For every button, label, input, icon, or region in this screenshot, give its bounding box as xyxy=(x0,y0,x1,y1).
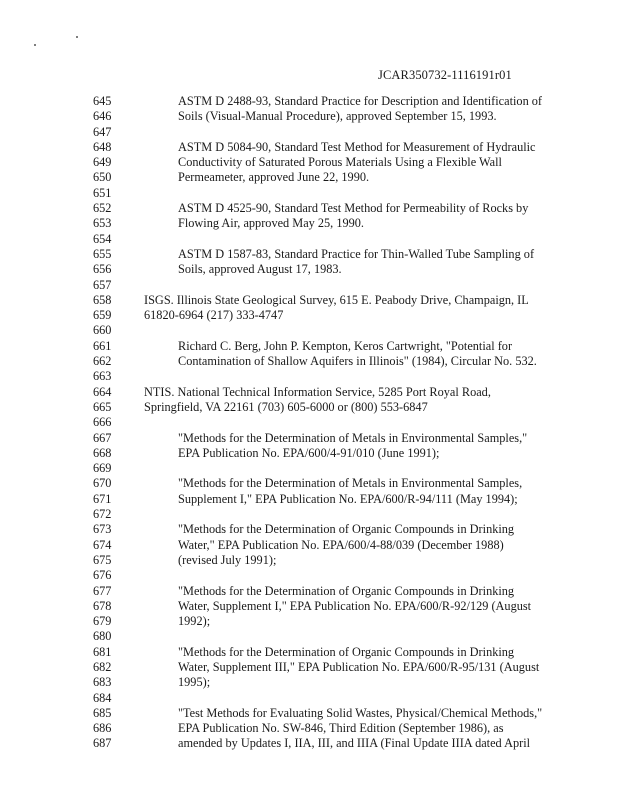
line-number: 674 xyxy=(93,537,112,552)
line-text: ASTM D 4525-90, Standard Test Method for Permeability of Rocks by xyxy=(178,201,529,216)
document-line xyxy=(0,706,618,721)
line-text: amended by Updates I, IIA, III, and IIIA (Final Update IIIA dated April xyxy=(178,736,531,751)
line-number: 652 xyxy=(93,201,112,216)
document-line xyxy=(0,645,618,660)
document-line xyxy=(0,278,618,293)
line-text: 1992); xyxy=(178,614,211,629)
document-line xyxy=(0,415,618,430)
numbered-lines xyxy=(0,94,618,752)
document-line xyxy=(0,507,618,522)
line-text: Permeameter, approved June 22, 1990. xyxy=(178,170,370,185)
line-number: 656 xyxy=(93,262,112,277)
line-text: ASTM D 2488-93, Standard Practice for Description and Identification of xyxy=(178,94,543,108)
document-line xyxy=(0,155,618,170)
line-text: Flowing Air, approved May 25, 1990. xyxy=(178,216,364,231)
document-line xyxy=(0,385,618,400)
document-line xyxy=(0,492,618,507)
document-line xyxy=(0,400,618,415)
line-text: Springfield, VA 22161 (703) 605-6000 or (800) 553-6847 xyxy=(144,399,428,414)
document-line xyxy=(0,232,618,247)
line-text: Conductivity of Saturated Porous Materials Using a Flexible Wall xyxy=(178,155,502,170)
line-number: 675 xyxy=(93,552,112,567)
document-line xyxy=(0,354,618,369)
line-text: "Methods for the Determination of Organic Compounds in Drinking xyxy=(178,583,515,598)
document-line xyxy=(0,553,618,568)
line-text: ASTM D 5084-90, Standard Test Method for Measurement of Hydraulic xyxy=(178,139,536,154)
document-line xyxy=(0,584,618,599)
document-line xyxy=(0,247,618,262)
line-text: "Methods for the Determination of Metals in Environmental Samples, xyxy=(178,476,523,491)
line-number: 679 xyxy=(93,614,112,629)
line-text: Contamination of Shallow Aquifers in Illinois" (1984), Circular No. 532. xyxy=(178,354,537,369)
line-number: 682 xyxy=(93,659,112,674)
line-number: 657 xyxy=(93,277,112,292)
document-line xyxy=(0,522,618,537)
document-line xyxy=(0,323,618,338)
line-number: 673 xyxy=(93,522,112,537)
document-line xyxy=(0,721,618,736)
document-line xyxy=(0,446,618,461)
line-number: 650 xyxy=(93,170,112,185)
document-line xyxy=(0,262,618,277)
line-number: 678 xyxy=(93,598,112,613)
line-text: Soils (Visual-Manual Procedure), approved September 15, 1993. xyxy=(178,109,497,124)
line-number: 668 xyxy=(93,445,112,460)
document-line xyxy=(0,568,618,583)
line-text: ASTM D 1587-83, Standard Practice for Thin-Walled Tube Sampling of xyxy=(178,246,535,261)
line-number: 655 xyxy=(93,246,112,261)
document-line xyxy=(0,94,618,109)
line-text: Richard C. Berg, John P. Kempton, Keros Cartwright, "Potential for xyxy=(178,338,513,353)
line-text: 1995); xyxy=(178,675,211,690)
line-number: 687 xyxy=(93,736,112,751)
line-number: 669 xyxy=(93,461,112,476)
line-text: Water, Supplement III," EPA Publication No. EPA/600/R-95/131 (August xyxy=(178,659,540,674)
document-line xyxy=(0,201,618,216)
line-text: (revised July 1991); xyxy=(178,552,277,567)
document-line xyxy=(0,293,618,308)
line-number: 681 xyxy=(93,644,112,659)
line-number: 684 xyxy=(93,690,112,705)
line-number: 671 xyxy=(93,491,112,506)
line-text: "Methods for the Determination of Organic Compounds in Drinking xyxy=(178,522,515,537)
line-text: NTIS. National Technical Information Service, 5285 Port Royal Road, xyxy=(144,384,491,399)
document-line xyxy=(0,736,618,751)
line-number: 663 xyxy=(93,369,112,384)
document-line xyxy=(0,461,618,476)
line-number: 670 xyxy=(93,476,112,491)
line-number: 664 xyxy=(93,384,112,399)
line-number: 651 xyxy=(93,185,112,200)
line-number: 654 xyxy=(93,231,112,246)
document-line xyxy=(0,125,618,140)
line-number: 683 xyxy=(93,675,112,690)
line-text: Water," EPA Publication No. EPA/600/4-88/039 (December 1988) xyxy=(178,537,504,552)
line-text: ISGS. Illinois State Geological Survey, 615 E. Peabody Drive, Champaign, IL xyxy=(144,292,529,307)
document-line xyxy=(0,538,618,553)
line-number: 677 xyxy=(93,583,112,598)
line-number: 660 xyxy=(93,323,112,338)
document-line xyxy=(0,109,618,124)
line-number: 667 xyxy=(93,430,112,445)
line-number: 662 xyxy=(93,354,112,369)
document-line xyxy=(0,614,618,629)
document-line xyxy=(0,476,618,491)
document-line xyxy=(0,599,618,614)
line-number: 646 xyxy=(93,109,112,124)
line-text: EPA Publication No. EPA/600/4-91/010 (June 1991); xyxy=(178,445,440,460)
line-number: 661 xyxy=(93,338,112,353)
line-number: 686 xyxy=(93,721,112,736)
line-number: 666 xyxy=(93,415,112,430)
line-number: 653 xyxy=(93,216,112,231)
document-line xyxy=(0,660,618,675)
document-line xyxy=(0,308,618,323)
line-number: 645 xyxy=(93,94,112,108)
document-line xyxy=(0,140,618,155)
document-id: JCAR350732-1116191r01 xyxy=(378,68,512,82)
line-number: 685 xyxy=(93,705,112,720)
line-text: 61820-6964 (217) 333-4747 xyxy=(144,308,284,323)
document-line xyxy=(0,339,618,354)
document-line xyxy=(0,170,618,185)
line-number: 648 xyxy=(93,139,112,154)
line-number: 672 xyxy=(93,507,112,522)
line-number: 658 xyxy=(93,292,112,307)
line-text: Supplement I," EPA Publication No. EPA/600/R-94/111 (May 1994); xyxy=(178,491,518,506)
line-number: 665 xyxy=(93,399,112,414)
document-line xyxy=(0,186,618,201)
scan-speck xyxy=(34,44,36,46)
line-text: "Methods for the Determination of Organic Compounds in Drinking xyxy=(178,644,515,659)
document-line xyxy=(0,629,618,644)
document-line xyxy=(0,431,618,446)
line-number: 680 xyxy=(93,629,112,644)
document-line xyxy=(0,691,618,706)
line-text: EPA Publication No. SW-846, Third Edition (September 1986), as xyxy=(178,721,504,736)
line-number: 676 xyxy=(93,568,112,583)
document-line xyxy=(0,216,618,231)
line-text: "Test Methods for Evaluating Solid Wastes, Physical/Chemical Methods," xyxy=(178,705,543,720)
document-line xyxy=(0,369,618,384)
line-text: "Methods for the Determination of Metals in Environmental Samples," xyxy=(178,430,528,445)
line-number: 649 xyxy=(93,155,112,170)
scan-speck xyxy=(76,36,78,38)
document-line xyxy=(0,675,618,690)
line-number: 647 xyxy=(93,124,112,139)
line-text: Water, Supplement I," EPA Publication No. EPA/600/R-92/129 (August xyxy=(178,598,532,613)
line-number: 659 xyxy=(93,308,112,323)
line-text: Soils, approved August 17, 1983. xyxy=(178,262,342,277)
